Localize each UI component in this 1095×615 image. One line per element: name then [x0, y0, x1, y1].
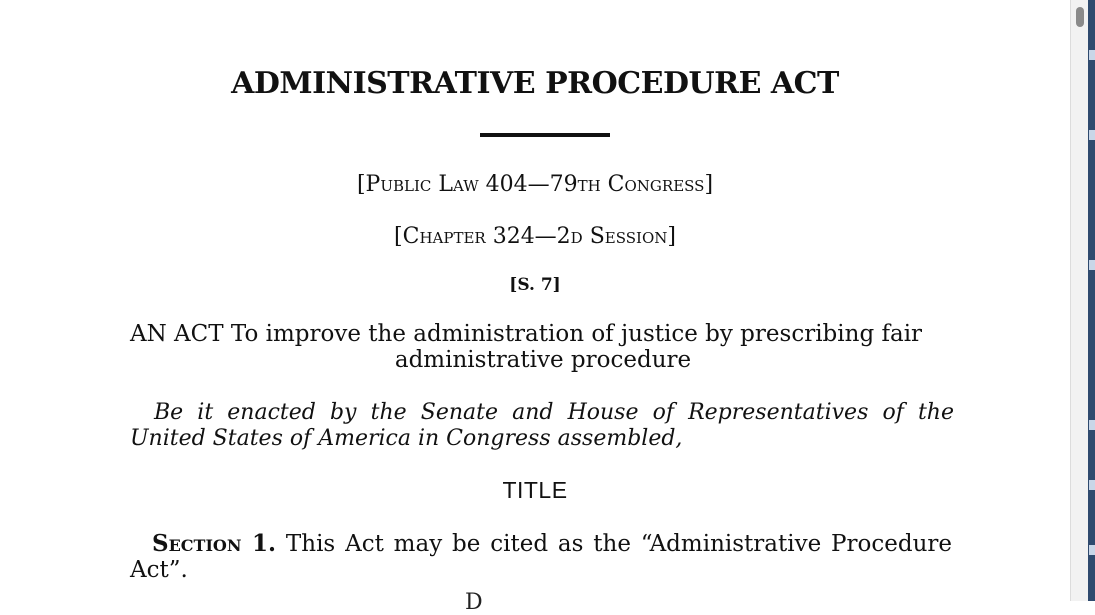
section-label: Section 1.: [152, 530, 277, 557]
bill-number: [S. 7]: [509, 275, 561, 295]
background-window-edge: [1088, 0, 1095, 601]
scrollbar-thumb[interactable]: [1076, 7, 1084, 27]
act-title-line2: administrative procedure: [394, 347, 692, 373]
enacting-clause: Be it enacted by the Senate and House of Representatives of the United States of America in Congress assembled,: [130, 400, 954, 451]
public-law-line: [Public Law 404—79th Congress]: [356, 172, 714, 197]
section-heading: TITLE: [502, 477, 568, 503]
next-heading-partial: D: [465, 590, 483, 615]
document-title: ADMINISTRATIVE PROCEDURE ACT: [231, 66, 839, 101]
title-rule: [480, 133, 610, 137]
chapter-line: [Chapter 324—2d Session]: [394, 224, 676, 249]
vertical-scrollbar[interactable]: [1070, 0, 1089, 601]
act-title-line1: AN ACT To improve the administration of justice by prescribing fair: [130, 321, 923, 347]
section-1: [130, 531, 952, 583]
section-text: This Act may be cited as the “Administrative Procedure Act”.: [130, 531, 952, 583]
act-title: [130, 321, 956, 373]
